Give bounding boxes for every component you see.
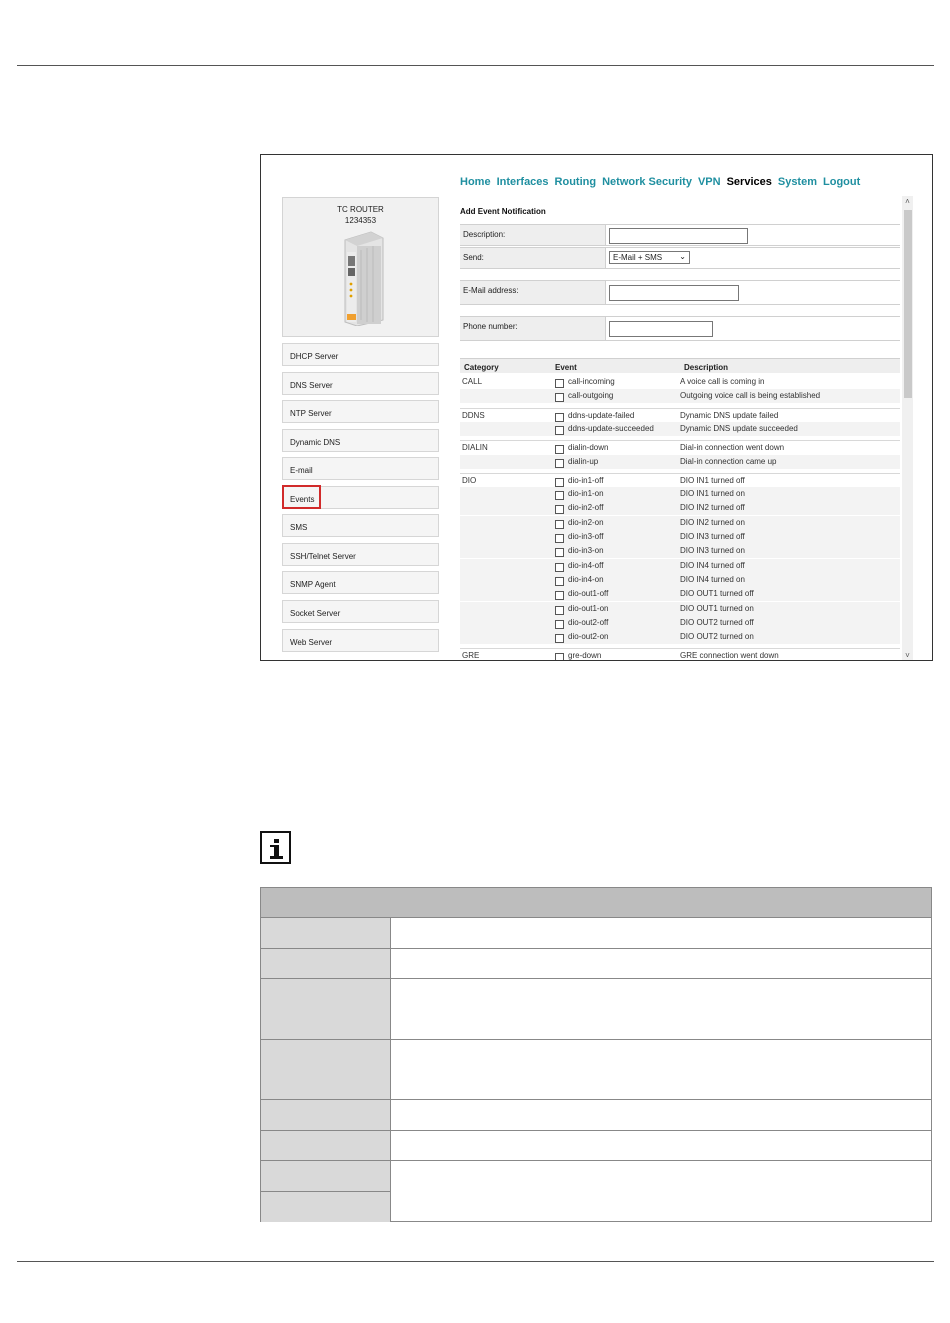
table-row <box>460 422 900 436</box>
description-row <box>460 224 900 246</box>
table-row <box>261 1161 931 1222</box>
table-row <box>460 602 900 616</box>
nav-routing[interactable]: Routing <box>554 176 597 188</box>
event-name: dio-out1-on <box>568 603 609 613</box>
event-category: DDNS <box>462 410 485 420</box>
event-description: DIO OUT1 turned off <box>680 589 754 599</box>
event-name: dio-in2-on <box>568 517 604 527</box>
table-row <box>460 630 900 644</box>
info-icon <box>260 831 291 864</box>
parameter-table <box>260 887 932 1222</box>
event-checkbox[interactable] <box>555 445 564 454</box>
event-description: Dial-in connection came up <box>680 456 777 466</box>
table-row <box>460 440 900 454</box>
event-name: dio-out2-off <box>568 617 609 627</box>
event-description: DIO IN2 turned on <box>680 517 745 527</box>
email-label: E-Mail address: <box>463 286 519 295</box>
router-device-image <box>337 230 385 326</box>
sidebar-item-ntp-server[interactable]: NTP Server <box>282 400 439 423</box>
vertical-scrollbar[interactable] <box>902 196 913 661</box>
sidebar-item-sms[interactable]: SMS <box>282 514 439 537</box>
event-name: call-outgoing <box>568 391 614 401</box>
table-row <box>261 979 931 1040</box>
email-input[interactable] <box>609 285 739 301</box>
event-description: Outgoing voice call is being established <box>680 391 821 401</box>
event-notification-panel <box>460 203 901 661</box>
phone-row <box>460 316 900 341</box>
nav-vpn[interactable]: VPN <box>697 176 721 188</box>
event-name: dio-in1-off <box>568 475 604 485</box>
event-description: DIO IN3 turned off <box>680 532 745 541</box>
sidebar-item-ssh-telnet-server[interactable]: SSH/Telnet Server <box>282 543 439 566</box>
event-checkbox[interactable] <box>555 413 564 422</box>
scrollbar-thumb[interactable] <box>904 210 912 398</box>
event-name: dio-out1-off <box>568 589 609 599</box>
event-description: DIO IN1 turned on <box>680 489 745 499</box>
event-name: dio-in2-off <box>568 503 604 513</box>
event-name: dio-in4-on <box>568 574 604 584</box>
event-category: GRE <box>462 651 480 661</box>
sidebar-item-socket-server[interactable]: Socket Server <box>282 600 439 623</box>
event-description: DIO OUT2 turned off <box>680 617 754 627</box>
table-row <box>460 473 900 487</box>
event-name: gre-down <box>568 651 602 661</box>
sidebar-item-events[interactable] <box>282 486 439 509</box>
header-description: Description <box>684 363 729 372</box>
events-table-header <box>460 358 900 373</box>
main-nav <box>460 176 860 192</box>
table-row <box>460 648 900 661</box>
event-checkbox[interactable] <box>555 653 564 661</box>
device-id: 1234353 <box>344 216 377 225</box>
description-input[interactable] <box>609 228 748 244</box>
event-checkbox[interactable] <box>555 548 564 557</box>
chevron-down-icon: ⌄ <box>679 252 686 261</box>
event-checkbox[interactable] <box>555 426 564 435</box>
event-checkbox[interactable] <box>555 620 564 629</box>
event-name: dialin-up <box>568 456 599 466</box>
event-name: dio-in3-off <box>568 532 604 541</box>
footer-rule <box>17 1261 934 1262</box>
table-row <box>460 487 900 501</box>
send-row <box>460 247 900 269</box>
table-row <box>261 949 931 979</box>
table-row <box>261 1100 931 1131</box>
event-description: Dynamic DNS update failed <box>680 410 779 420</box>
scroll-down-icon[interactable]: ˅ <box>905 651 910 660</box>
phone-label: Phone number: <box>463 322 518 331</box>
nav-network-security[interactable]: Network Security <box>602 176 692 188</box>
event-description: A voice call is coming in <box>680 377 765 386</box>
sidebar-item-web-server[interactable]: Web Server <box>282 629 439 652</box>
event-name: call-incoming <box>568 377 615 386</box>
send-select-value: E-Mail + SMS <box>613 253 663 262</box>
table-row <box>261 1040 931 1100</box>
table-row <box>261 1131 931 1161</box>
table-row <box>460 559 900 573</box>
event-checkbox[interactable] <box>555 577 564 586</box>
form-title: Add Event Notification <box>460 207 546 216</box>
event-checkbox[interactable] <box>555 634 564 643</box>
nav-home[interactable]: Home <box>460 176 491 188</box>
event-name: dio-out2-on <box>568 632 609 642</box>
table-row <box>460 587 900 601</box>
table-row <box>460 408 900 422</box>
event-checkbox[interactable] <box>555 393 564 402</box>
router-screenshot <box>260 154 933 661</box>
event-checkbox[interactable] <box>555 478 564 487</box>
scroll-up-icon[interactable]: ˄ <box>905 197 910 206</box>
sidebar-item-dns-server[interactable]: DNS Server <box>282 372 439 395</box>
nav-services[interactable]: Services <box>726 176 772 188</box>
sidebar-item-dhcp-server[interactable]: DHCP Server <box>282 343 439 366</box>
phone-input[interactable] <box>609 321 713 337</box>
header-category: Category <box>464 363 499 372</box>
event-name: dio-in4-off <box>568 560 604 570</box>
device-name: TC ROUTER <box>337 205 384 214</box>
event-description: Dynamic DNS update succeeded <box>680 423 798 433</box>
table-row <box>460 501 900 515</box>
event-checkbox[interactable] <box>555 491 564 500</box>
sidebar-item-snmp-agent[interactable]: SNMP Agent <box>282 571 439 594</box>
table-row <box>460 573 900 587</box>
event-checkbox[interactable] <box>555 534 564 543</box>
event-description: DIO IN1 turned off <box>680 475 745 485</box>
table-row <box>460 616 900 630</box>
email-row <box>460 280 900 305</box>
device-panel <box>282 197 439 337</box>
event-description: GRE connection went down <box>680 651 779 661</box>
event-description: DIO IN3 turned on <box>680 546 745 556</box>
description-label: Description: <box>463 230 506 239</box>
table-row <box>460 455 900 469</box>
event-category: DIALIN <box>462 443 488 453</box>
nav-logout[interactable]: Logout <box>823 176 861 188</box>
table-row <box>460 389 900 403</box>
event-name: dialin-down <box>568 443 609 453</box>
event-name: dio-in1-on <box>568 489 604 499</box>
nav-system[interactable]: System <box>777 176 817 188</box>
table-header <box>261 888 931 918</box>
event-checkbox[interactable] <box>555 520 564 529</box>
event-description: DIO IN4 turned on <box>680 574 745 584</box>
event-checkbox[interactable] <box>555 606 564 615</box>
event-name: ddns-update-succeeded <box>568 423 654 433</box>
event-description: Dial-in connection went down <box>680 443 785 453</box>
event-checkbox[interactable] <box>555 591 564 600</box>
event-checkbox[interactable] <box>555 563 564 572</box>
event-description: DIO IN4 turned off <box>680 560 745 570</box>
event-category: CALL <box>462 377 483 386</box>
send-label: Send: <box>463 253 484 262</box>
event-category: DIO <box>462 475 477 485</box>
event-description: DIO IN2 turned off <box>680 503 745 513</box>
event-name: ddns-update-failed <box>568 410 635 420</box>
table-row <box>460 516 900 530</box>
event-name: dio-in3-on <box>568 546 604 556</box>
table-row <box>261 918 931 949</box>
event-checkbox[interactable] <box>555 459 564 468</box>
send-select[interactable] <box>609 251 690 264</box>
event-description: DIO OUT1 turned on <box>680 603 754 613</box>
table-row <box>460 375 900 389</box>
sidebar-item-dynamic-dns[interactable]: Dynamic DNS <box>282 429 439 452</box>
table-row <box>460 530 900 544</box>
event-description: DIO OUT2 turned on <box>680 632 754 642</box>
table-row <box>460 544 900 558</box>
header-event: Event <box>555 363 577 372</box>
sidebar-item-email[interactable]: E-mail <box>282 457 439 480</box>
selection-highlight <box>282 485 321 509</box>
event-checkbox[interactable] <box>555 505 564 514</box>
nav-interfaces[interactable]: Interfaces <box>496 176 549 188</box>
sidebar-item-events-label: Events <box>290 495 315 504</box>
header-rule <box>17 65 934 66</box>
event-checkbox[interactable] <box>555 379 564 388</box>
